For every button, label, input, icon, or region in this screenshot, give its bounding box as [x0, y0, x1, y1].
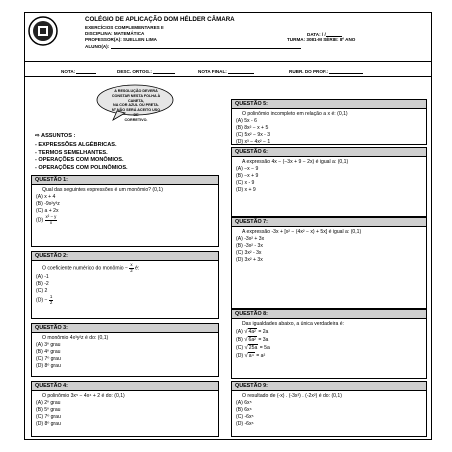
student-name-label: ALUNO(A):	[85, 44, 110, 49]
fraction-denominator: 2	[49, 299, 53, 305]
question-3-text: O monômio 4x³y²z é do: (0,1)	[42, 335, 109, 341]
bubble-line-3: NA COR AZUL OU PRETA.	[113, 103, 159, 108]
question-5-option-c[interactable]: (C) 5x² − 9x - 3	[236, 132, 271, 139]
question-2	[31, 251, 219, 319]
radicand: 4a²	[248, 329, 256, 336]
question-7-option-c[interactable]: (C) 3x² - 3x	[236, 250, 262, 257]
question-8-text: Das igualdades abaixo, a única verdadeira é:	[242, 321, 344, 327]
question-4-option-a[interactable]: (A) 2º grau	[36, 400, 61, 407]
question-3-title: QUESTÃO 3:	[32, 324, 218, 333]
question-4	[31, 381, 219, 437]
question-9-option-d[interactable]: (D) -6x⁶	[236, 421, 254, 428]
question-7-option-a[interactable]: (A) -3x² + 3x	[236, 236, 265, 243]
question-6-option-c[interactable]: (C) x - 9	[236, 180, 255, 187]
radical-icon: √	[244, 329, 248, 336]
fraction-numerator: x² − y	[45, 214, 57, 220]
question-3-option-c[interactable]: (C) 7º grau	[36, 356, 61, 363]
question-5-option-a[interactable]: (A) 5x - 6	[236, 118, 257, 125]
question-3-option-d[interactable]: (D) 8º grau	[36, 363, 61, 370]
question-9-option-c[interactable]: (C) -6x⁵	[236, 414, 254, 421]
assuntos-title: ⇨ ASSUNTOS :	[35, 133, 76, 139]
question-3-option-b[interactable]: (B) 4º grau	[36, 349, 61, 356]
question-7-title: QUESTÃO 7:	[232, 218, 426, 227]
option-d-prefix: (D) −	[36, 297, 48, 304]
question-1-option-a[interactable]: (A) x + 4	[36, 194, 56, 201]
option-result: = 3a	[258, 337, 269, 344]
question-7	[231, 217, 427, 309]
question-8-option-d[interactable]	[232, 352, 426, 360]
question-5-title: QUESTÃO 5:	[232, 100, 426, 109]
option-result: = 5a	[259, 345, 270, 352]
question-1-text: Qual das seguintes expressões é um monômio? (0,1)	[42, 187, 163, 193]
desc-ortog-label: DESC. ORTOG.:	[117, 69, 152, 74]
nota-final-field[interactable]	[198, 68, 254, 74]
question-7-option-d[interactable]: (D) 3x² + 3x	[236, 257, 263, 264]
question-4-option-b[interactable]: (B) 5º grau	[36, 407, 61, 414]
nota-field[interactable]	[61, 68, 96, 74]
assuntos-section	[35, 133, 128, 172]
radical-icon: √	[244, 353, 248, 360]
question-8-title: QUESTÃO 8:	[232, 310, 426, 319]
fraction-numerator: x	[130, 262, 133, 267]
question-6	[231, 147, 427, 217]
desc-ortog-field[interactable]	[117, 68, 175, 74]
question-2-option-c[interactable]: (C) 2	[36, 288, 48, 295]
question-8-option-a[interactable]	[232, 328, 426, 336]
school-logo-icon	[28, 16, 58, 46]
question-8	[231, 309, 427, 379]
option-prefix: (D)	[236, 353, 244, 360]
header-line-disciplina: DISCIPLINA: MATEMÁTICA	[85, 31, 145, 36]
nota-final-label: NOTA FINAL:	[198, 69, 227, 74]
student-name-field[interactable]	[85, 43, 301, 49]
date-label: DATA:	[307, 32, 321, 37]
question-3-option-a[interactable]: (A) 3º grau	[36, 342, 61, 349]
question-6-option-d[interactable]: (D) x + 9	[236, 187, 256, 194]
date-value: / /	[321, 32, 326, 37]
option-prefix: (C)	[236, 345, 244, 352]
option-d-prefix: (D)	[36, 217, 44, 224]
option-prefix: (B)	[236, 337, 243, 344]
header-line-professor: PROFESSOR(A): SUELLEN LIMA	[85, 37, 157, 42]
question-7-text: A expressão -3x + [x² − (4x² − x) + 5x] é igual a: (0,1)	[242, 229, 362, 235]
question-2-option-b[interactable]: (B) -2	[36, 281, 49, 288]
bubble-line-4: Nº NÃO SERÁ ACEITO USO DE	[111, 108, 161, 117]
assunto-item: - OPERAÇÕES COM MONÔMIOS.	[35, 157, 124, 163]
rubrica-label: RUBR. DO PROF.:	[289, 69, 329, 74]
question-8-option-b[interactable]	[232, 336, 426, 344]
option-prefix: (A)	[236, 329, 243, 336]
question-2-option-a[interactable]: (A) -1	[36, 274, 49, 281]
question-9	[231, 381, 427, 437]
fraction	[49, 295, 53, 305]
question-4-text: O polinômio 3x⁵ − 4x⁴ + 2 é do: (0,1)	[42, 393, 125, 399]
question-5-option-d[interactable]: (D) x³ − 4x² − 1	[236, 139, 271, 146]
option-result: = 2a	[258, 329, 269, 336]
header-line-exercicios: EXERCÍCIOS COMPLEMENTARES II	[85, 25, 164, 30]
turma-serie: TURMA: 3081-M SÉRIE: 8º ANO	[287, 37, 356, 42]
radical-icon: √	[244, 345, 248, 352]
radicand: a⁴	[248, 353, 254, 360]
fraction-numerator: 1	[49, 294, 53, 300]
bubble-line-1: A RESOLUÇÃO DEVERÁ	[114, 89, 158, 93]
option-result: = a²	[256, 353, 266, 360]
radical-icon: √	[244, 337, 248, 344]
bubble-line-2: CONSTAR NESTA FOLHA À CANETA,	[111, 93, 161, 103]
question-9-title: QUESTÃO 9:	[232, 382, 426, 391]
assunto-item: - EXPRESSÕES ALGÉBRICAS.	[35, 142, 117, 148]
fraction-denominator: x	[49, 219, 53, 225]
nota-label: NOTA:	[61, 69, 76, 74]
question-1-option-d[interactable]	[32, 215, 218, 225]
question-4-title: QUESTÃO 4:	[32, 382, 218, 391]
question-1	[31, 175, 219, 247]
question-6-text: A expressão 4x − (−3x + 9 − 2x) é igual a: (0,1)	[242, 159, 349, 165]
radicand: 6a²	[248, 337, 256, 344]
question-2-stem: O coeficiente numérico do monômio	[42, 265, 124, 272]
radicand: 25a	[248, 345, 258, 352]
question-4-option-c[interactable]: (C) 7º grau	[36, 414, 61, 421]
question-5-option-b[interactable]: (B) 8x² − x + 5	[236, 125, 269, 132]
question-6-title: QUESTÃO 6:	[232, 148, 426, 157]
question-6-option-b[interactable]: (B) −x + 9	[236, 173, 259, 180]
question-9-text: O resultado de (-x) . (-3x³) . (-2x²) é do: (0,1)	[242, 393, 342, 399]
question-7-option-b[interactable]: (B) -3x² - 3x	[236, 243, 263, 250]
bubble-instructions	[109, 89, 163, 123]
fraction	[45, 215, 58, 225]
question-5-text: O polinômio incompleto em relação a x é: (0,1)	[242, 111, 348, 117]
question-2-suffix: é:	[134, 265, 140, 272]
question-5	[231, 99, 427, 145]
question-4-option-d[interactable]: (D) 8º grau	[36, 421, 61, 428]
worksheet-header	[25, 13, 431, 62]
rubrica-field[interactable]	[289, 68, 363, 74]
fraction	[129, 263, 133, 273]
assunto-item: - TERMOS SEMELHANTES.	[35, 149, 108, 156]
assunto-item: - OPERAÇÕES COM POLINÔMIOS.	[35, 164, 128, 171]
question-2-text: O coeficiente numérico do monômio − $\frac{x}{2}$ é:	[42, 262, 140, 273]
worksheet-page	[24, 12, 432, 440]
question-1-option-b[interactable]: (B) -9x²y³z	[36, 201, 60, 208]
question-1-title: QUESTÃO 1:	[32, 176, 218, 185]
question-9-option-a[interactable]: (A) 6x⁵	[236, 400, 252, 407]
grade-row	[25, 68, 431, 77]
school-name: COLÉGIO DE APLICAÇÃO DOM HÉLDER CÂMARA	[85, 16, 235, 23]
bubble-line-5: CORRETIVO.	[124, 117, 148, 122]
fraction-denominator: 2	[130, 267, 133, 273]
question-2-title: QUESTÃO 2:	[32, 252, 218, 261]
question-6-option-a[interactable]: (A) −x − 9	[236, 166, 259, 173]
question-1-option-c[interactable]: (C) a + 2x	[36, 208, 59, 215]
question-9-option-b[interactable]: (B) 6x⁶	[236, 407, 252, 414]
question-8-option-c[interactable]	[232, 344, 426, 352]
question-2-option-d[interactable]	[32, 295, 218, 305]
question-3	[31, 323, 219, 377]
